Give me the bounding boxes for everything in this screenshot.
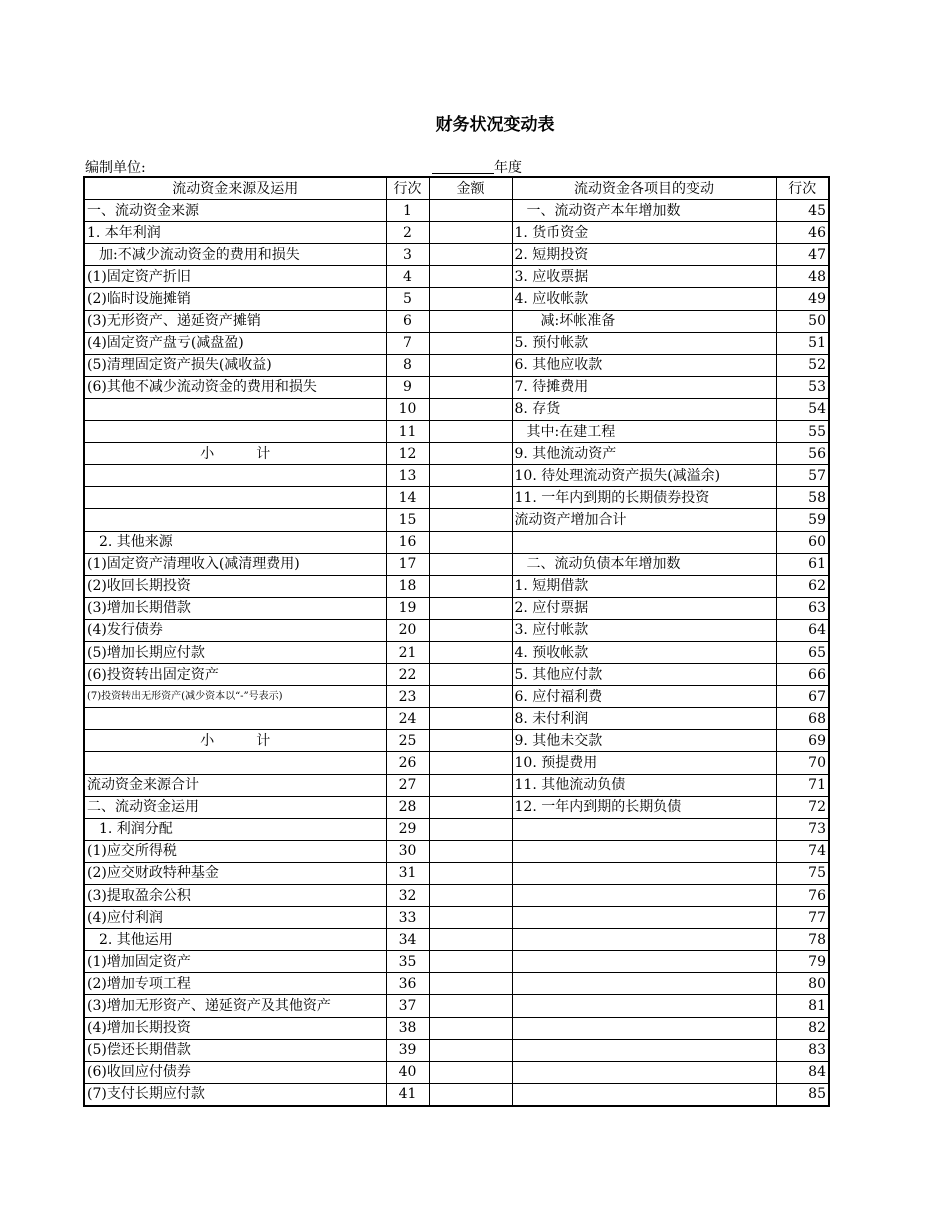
- source-item-cell: (1)增加固定资产: [84, 951, 386, 973]
- source-item-cell: (2)增加专项工程: [84, 973, 386, 995]
- table-row: [84, 398, 829, 420]
- table-row: [84, 730, 829, 752]
- change-item-cell: [512, 531, 776, 553]
- source-item-cell: (5)增加长期应付款: [84, 641, 386, 663]
- table-row: [84, 840, 829, 862]
- source-item-cell: (4)发行债券: [84, 619, 386, 641]
- table-row: [84, 973, 829, 995]
- table-row: [84, 1017, 829, 1039]
- table-row: [84, 222, 829, 244]
- source-item-cell: (4)固定资产盘亏(减盘盈): [84, 332, 386, 354]
- amount-cell[interactable]: [429, 1061, 512, 1083]
- change-row-no-cell: 73: [776, 818, 829, 840]
- change-item-cell: [512, 862, 776, 884]
- amount-cell[interactable]: [429, 465, 512, 487]
- change-item-cell: [512, 840, 776, 862]
- change-row-no-cell: 56: [776, 443, 829, 465]
- amount-cell[interactable]: [429, 332, 512, 354]
- amount-cell[interactable]: [429, 1039, 512, 1061]
- table-row: [84, 995, 829, 1017]
- change-item-cell: 3. 应收票据: [512, 266, 776, 288]
- change-item-cell: 6. 应付福利费: [512, 686, 776, 708]
- source-row-no-cell: 17: [386, 553, 429, 575]
- source-row-no-cell: 9: [386, 376, 429, 398]
- source-item-cell: (2)应交财政特种基金: [84, 862, 386, 884]
- change-row-no-cell: 72: [776, 796, 829, 818]
- source-row-no-cell: 25: [386, 730, 429, 752]
- table-row: [84, 752, 829, 774]
- source-row-no-cell: 41: [386, 1083, 429, 1106]
- table-row: [84, 1061, 829, 1083]
- source-row-no-cell: 33: [386, 907, 429, 929]
- change-row-no-cell: 75: [776, 862, 829, 884]
- amount-cell[interactable]: [429, 443, 512, 465]
- source-item-cell: [84, 708, 386, 730]
- source-item-cell: 2. 其他运用: [84, 929, 386, 951]
- amount-cell[interactable]: [429, 951, 512, 973]
- table-row: [84, 796, 829, 818]
- source-item-cell: (1)应交所得税: [84, 840, 386, 862]
- change-item-cell: [512, 1017, 776, 1039]
- change-item-cell: 1. 货币资金: [512, 222, 776, 244]
- table-row: [84, 509, 829, 531]
- source-item-cell: [84, 398, 386, 420]
- change-row-no-cell: 78: [776, 929, 829, 951]
- source-row-no-cell: 1: [386, 200, 429, 222]
- change-row-no-cell: 49: [776, 288, 829, 310]
- table-row: [84, 443, 829, 465]
- change-item-cell: 其中:在建工程: [512, 421, 776, 443]
- table-row: [84, 266, 829, 288]
- source-item-cell: (5)清理固定资产损失(减收益): [84, 354, 386, 376]
- source-item-cell: [84, 421, 386, 443]
- source-row-no-cell: 35: [386, 951, 429, 973]
- change-row-no-cell: 81: [776, 995, 829, 1017]
- amount-cell[interactable]: [429, 885, 512, 907]
- source-row-no-cell: 26: [386, 752, 429, 774]
- source-item-cell: [84, 465, 386, 487]
- table-row: [84, 818, 829, 840]
- header-right-row-no: 行次: [776, 177, 829, 200]
- change-item-cell: 流动资产增加合计: [512, 509, 776, 531]
- source-item-cell: (2)临时设施摊销: [84, 288, 386, 310]
- source-item-cell: 1. 利润分配: [84, 818, 386, 840]
- source-item-cell: (3)提取盈余公积: [84, 885, 386, 907]
- source-item-cell: 1. 本年利润: [84, 222, 386, 244]
- change-row-no-cell: 46: [776, 222, 829, 244]
- change-row-no-cell: 65: [776, 641, 829, 663]
- source-row-no-cell: 19: [386, 597, 429, 619]
- source-item-cell: (3)无形资产、递延资产摊销: [84, 310, 386, 332]
- source-row-no-cell: 7: [386, 332, 429, 354]
- unit-label: 编制单位:: [85, 160, 146, 176]
- source-row-no-cell: 8: [386, 354, 429, 376]
- source-row-no-cell: 6: [386, 310, 429, 332]
- source-item-cell: (3)增加无形资产、递延资产及其他资产: [84, 995, 386, 1017]
- amount-cell[interactable]: [429, 597, 512, 619]
- change-row-no-cell: 61: [776, 553, 829, 575]
- change-item-cell: 8. 未付利润: [512, 708, 776, 730]
- amount-cell[interactable]: [429, 531, 512, 553]
- amount-cell[interactable]: [429, 641, 512, 663]
- change-row-no-cell: 67: [776, 686, 829, 708]
- table-row: [84, 487, 829, 509]
- table-row: [84, 354, 829, 376]
- change-item-cell: 减:坏帐准备: [512, 310, 776, 332]
- source-row-no-cell: 5: [386, 288, 429, 310]
- amount-cell[interactable]: [429, 1017, 512, 1039]
- table-row: [84, 686, 829, 708]
- change-item-cell: 10. 预提费用: [512, 752, 776, 774]
- amount-cell[interactable]: [429, 619, 512, 641]
- change-row-no-cell: 77: [776, 907, 829, 929]
- change-row-no-cell: 80: [776, 973, 829, 995]
- source-row-no-cell: 16: [386, 531, 429, 553]
- change-row-no-cell: 84: [776, 1061, 829, 1083]
- source-row-no-cell: 20: [386, 619, 429, 641]
- change-row-no-cell: 70: [776, 752, 829, 774]
- source-item-cell: 2. 其他来源: [84, 531, 386, 553]
- table-row: [84, 664, 829, 686]
- source-row-no-cell: 22: [386, 664, 429, 686]
- amount-cell[interactable]: [429, 730, 512, 752]
- source-item-cell: [84, 487, 386, 509]
- change-item-cell: [512, 885, 776, 907]
- table-row: [84, 862, 829, 884]
- amount-cell[interactable]: [429, 929, 512, 951]
- year-input-blank[interactable]: [432, 159, 494, 174]
- header-left-item: 流动资金来源及运用: [84, 177, 386, 200]
- change-item-cell: [512, 1039, 776, 1061]
- table-row: [84, 553, 829, 575]
- amount-cell[interactable]: [429, 222, 512, 244]
- change-row-no-cell: 63: [776, 597, 829, 619]
- source-item-cell: 小 计: [84, 730, 386, 752]
- header-row: [84, 177, 829, 200]
- amount-cell[interactable]: [429, 244, 512, 266]
- table-row: [84, 951, 829, 973]
- source-row-no-cell: 30: [386, 840, 429, 862]
- change-item-cell: 11. 其他流动负债: [512, 774, 776, 796]
- financial-changes-table: [83, 176, 830, 1107]
- change-row-no-cell: 60: [776, 531, 829, 553]
- amount-cell[interactable]: [429, 200, 512, 222]
- change-item-cell: 9. 其他未交款: [512, 730, 776, 752]
- year-label: 年度: [494, 160, 522, 176]
- change-row-no-cell: 51: [776, 332, 829, 354]
- source-item-cell: (1)固定资产清理收入(减清理费用): [84, 553, 386, 575]
- table-row: [84, 597, 829, 619]
- change-row-no-cell: 76: [776, 885, 829, 907]
- source-row-no-cell: 18: [386, 575, 429, 597]
- amount-cell[interactable]: [429, 818, 512, 840]
- table-row: [84, 619, 829, 641]
- source-item-cell: (5)偿还长期借款: [84, 1039, 386, 1061]
- change-row-no-cell: 69: [776, 730, 829, 752]
- source-row-no-cell: 4: [386, 266, 429, 288]
- change-row-no-cell: 52: [776, 354, 829, 376]
- change-item-cell: [512, 1083, 776, 1106]
- amount-cell[interactable]: [429, 995, 512, 1017]
- source-item-cell: (7)支付长期应付款: [84, 1083, 386, 1106]
- source-row-no-cell: 15: [386, 509, 429, 531]
- change-row-no-cell: 64: [776, 619, 829, 641]
- amount-cell[interactable]: [429, 1083, 512, 1106]
- change-row-no-cell: 57: [776, 465, 829, 487]
- change-row-no-cell: 79: [776, 951, 829, 973]
- source-row-no-cell: 21: [386, 641, 429, 663]
- page-title: 财务状况变动表: [435, 115, 555, 135]
- amount-cell[interactable]: [429, 973, 512, 995]
- change-item-cell: 10. 待处理流动资产损失(减溢余): [512, 465, 776, 487]
- change-item-cell: 1. 短期借款: [512, 575, 776, 597]
- amount-cell[interactable]: [429, 862, 512, 884]
- change-row-no-cell: 59: [776, 509, 829, 531]
- table-row: [84, 421, 829, 443]
- change-row-no-cell: 50: [776, 310, 829, 332]
- amount-cell[interactable]: [429, 840, 512, 862]
- amount-cell[interactable]: [429, 796, 512, 818]
- source-item-cell: (1)固定资产折旧: [84, 266, 386, 288]
- change-row-no-cell: 58: [776, 487, 829, 509]
- amount-cell[interactable]: [429, 398, 512, 420]
- amount-cell[interactable]: [429, 310, 512, 332]
- source-item-cell: (6)投资转出固定资产: [84, 664, 386, 686]
- amount-cell[interactable]: [429, 575, 512, 597]
- change-item-cell: [512, 973, 776, 995]
- source-row-no-cell: 31: [386, 862, 429, 884]
- source-row-no-cell: 37: [386, 995, 429, 1017]
- change-row-no-cell: 71: [776, 774, 829, 796]
- source-item-cell: (4)应付利润: [84, 907, 386, 929]
- table-row: [84, 200, 829, 222]
- change-item-cell: [512, 818, 776, 840]
- change-item-cell: 4. 应收帐款: [512, 288, 776, 310]
- change-item-cell: 一、流动资产本年增加数: [512, 200, 776, 222]
- table-row: [84, 1083, 829, 1106]
- source-item-cell: 流动资金来源合计: [84, 774, 386, 796]
- amount-cell[interactable]: [429, 774, 512, 796]
- table-row: [84, 376, 829, 398]
- change-item-cell: 3. 应付帐款: [512, 619, 776, 641]
- source-row-no-cell: 14: [386, 487, 429, 509]
- source-row-no-cell: 29: [386, 818, 429, 840]
- change-row-no-cell: 62: [776, 575, 829, 597]
- source-item-cell: [84, 509, 386, 531]
- amount-cell[interactable]: [429, 708, 512, 730]
- table-row: [84, 244, 829, 266]
- source-item-cell: (7)投资转出无形资产(减少资本以“-”号表示): [84, 686, 386, 708]
- change-item-cell: 2. 应付票据: [512, 597, 776, 619]
- year-field: [432, 157, 522, 177]
- source-row-no-cell: 13: [386, 465, 429, 487]
- change-item-cell: [512, 951, 776, 973]
- source-row-no-cell: 12: [386, 443, 429, 465]
- source-item-cell: 加:不减少流动资金的费用和损失: [84, 244, 386, 266]
- change-row-no-cell: 74: [776, 840, 829, 862]
- table-row: [84, 774, 829, 796]
- change-item-cell: 12. 一年内到期的长期负债: [512, 796, 776, 818]
- change-item-cell: 4. 预收帐款: [512, 641, 776, 663]
- source-row-no-cell: 36: [386, 973, 429, 995]
- change-item-cell: 8. 存货: [512, 398, 776, 420]
- source-row-no-cell: 38: [386, 1017, 429, 1039]
- change-row-no-cell: 48: [776, 266, 829, 288]
- amount-cell[interactable]: [429, 354, 512, 376]
- source-row-no-cell: 34: [386, 929, 429, 951]
- header-right-item: 流动资金各项目的变动: [512, 177, 776, 200]
- amount-cell[interactable]: [429, 266, 512, 288]
- change-row-no-cell: 82: [776, 1017, 829, 1039]
- change-row-no-cell: 55: [776, 421, 829, 443]
- change-item-cell: 2. 短期投资: [512, 244, 776, 266]
- change-item-cell: [512, 1061, 776, 1083]
- source-row-no-cell: 32: [386, 885, 429, 907]
- change-row-no-cell: 53: [776, 376, 829, 398]
- source-row-no-cell: 24: [386, 708, 429, 730]
- table-row: [84, 885, 829, 907]
- source-item-cell: 小 计: [84, 443, 386, 465]
- source-row-no-cell: 11: [386, 421, 429, 443]
- change-row-no-cell: 47: [776, 244, 829, 266]
- header-left-row-no: 行次: [386, 177, 429, 200]
- table-row: [84, 531, 829, 553]
- change-item-cell: 7. 待摊费用: [512, 376, 776, 398]
- change-row-no-cell: 68: [776, 708, 829, 730]
- source-item-cell: [84, 752, 386, 774]
- source-row-no-cell: 23: [386, 686, 429, 708]
- amount-cell[interactable]: [429, 664, 512, 686]
- change-item-cell: 11. 一年内到期的长期债券投资: [512, 487, 776, 509]
- header-amount: 金额: [429, 177, 512, 200]
- source-row-no-cell: 3: [386, 244, 429, 266]
- change-item-cell: 9. 其他流动资产: [512, 443, 776, 465]
- amount-cell[interactable]: [429, 907, 512, 929]
- amount-cell[interactable]: [429, 487, 512, 509]
- source-row-no-cell: 27: [386, 774, 429, 796]
- change-row-no-cell: 83: [776, 1039, 829, 1061]
- amount-cell[interactable]: [429, 376, 512, 398]
- change-row-no-cell: 54: [776, 398, 829, 420]
- table-row: [84, 288, 829, 310]
- table-row: [84, 907, 829, 929]
- change-item-cell: [512, 929, 776, 951]
- change-item-cell: 6. 其他应收款: [512, 354, 776, 376]
- change-item-cell: [512, 995, 776, 1017]
- source-row-no-cell: 10: [386, 398, 429, 420]
- table-row: [84, 641, 829, 663]
- amount-cell[interactable]: [429, 509, 512, 531]
- change-item-cell: [512, 907, 776, 929]
- change-row-no-cell: 85: [776, 1083, 829, 1106]
- source-row-no-cell: 2: [386, 222, 429, 244]
- change-row-no-cell: 45: [776, 200, 829, 222]
- table-row: [84, 1039, 829, 1061]
- amount-cell[interactable]: [429, 686, 512, 708]
- amount-cell[interactable]: [429, 553, 512, 575]
- table-row: [84, 332, 829, 354]
- source-item-cell: (6)收回应付债券: [84, 1061, 386, 1083]
- source-item-cell: 一、流动资金来源: [84, 200, 386, 222]
- table-row: [84, 465, 829, 487]
- change-item-cell: 5. 其他应付款: [512, 664, 776, 686]
- table-row: [84, 929, 829, 951]
- change-row-no-cell: 66: [776, 664, 829, 686]
- table-row: [84, 310, 829, 332]
- table-row: [84, 575, 829, 597]
- change-item-cell: 5. 预付帐款: [512, 332, 776, 354]
- amount-cell[interactable]: [429, 421, 512, 443]
- amount-cell[interactable]: [429, 752, 512, 774]
- source-item-cell: (4)增加长期投资: [84, 1017, 386, 1039]
- amount-cell[interactable]: [429, 288, 512, 310]
- table-row: [84, 708, 829, 730]
- change-item-cell: 二、流动负债本年增加数: [512, 553, 776, 575]
- source-item-cell: 二、流动资金运用: [84, 796, 386, 818]
- source-row-no-cell: 40: [386, 1061, 429, 1083]
- source-row-no-cell: 28: [386, 796, 429, 818]
- source-item-cell: (2)收回长期投资: [84, 575, 386, 597]
- source-item-cell: (6)其他不减少流动资金的费用和损失: [84, 376, 386, 398]
- source-row-no-cell: 39: [386, 1039, 429, 1061]
- source-item-cell: (3)增加长期借款: [84, 597, 386, 619]
